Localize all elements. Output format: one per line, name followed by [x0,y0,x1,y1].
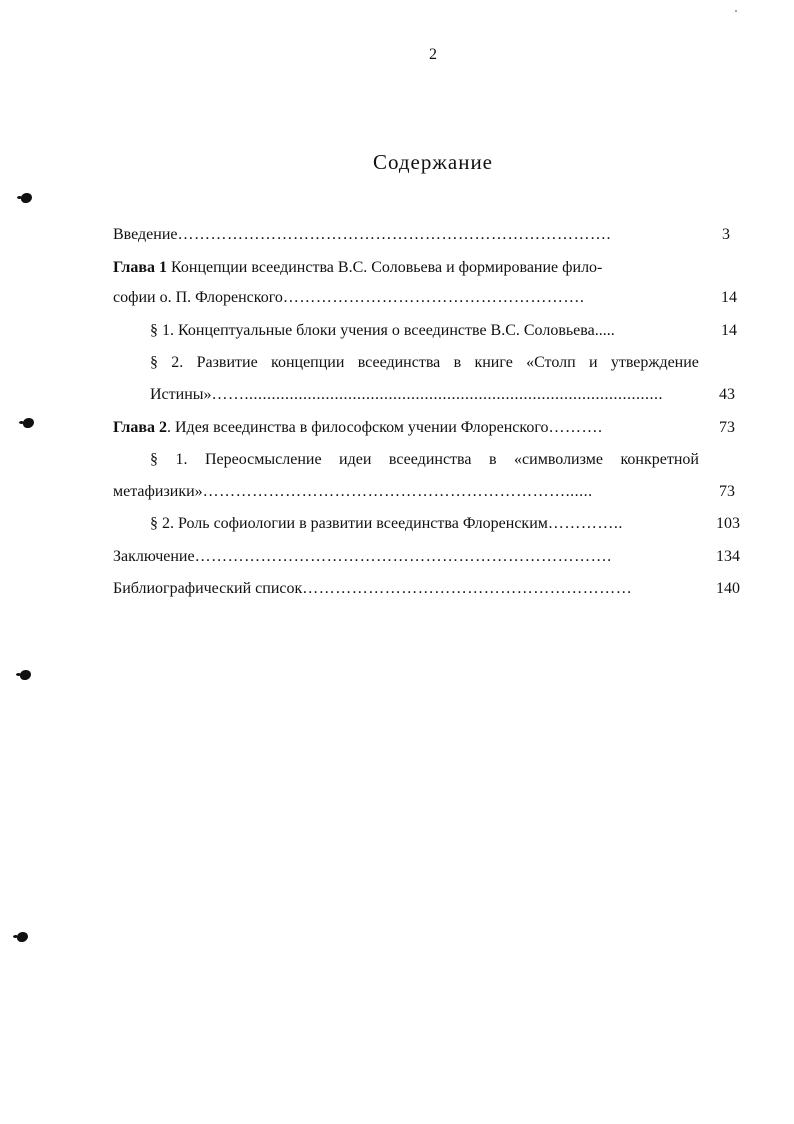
toc-leader: ……………………………………………………………………. [177,226,611,243]
toc-entry-chapter1-cont [113,287,740,309]
toc-entry-intro-text: Введение [113,226,178,243]
toc-leader: ………….. [547,515,623,532]
chapter1-page: 14 [721,289,737,306]
ch2-sec1-word: «символизме [514,451,603,468]
toc-entry-ch2-sec1-cont [113,481,740,503]
bibliography-page: 140 [716,580,740,597]
ch1-sec2-word: в [453,354,462,371]
ch1-sec2-word: и [588,354,598,371]
toc-entry-ch1-sec2 [150,352,699,374]
toc-leader: ………………………………………………. [282,289,585,306]
ch2-sec1-word: в [488,451,497,468]
toc-leader: …………………………………………………………………. [194,548,612,565]
ch2-sec1-word: идеи [339,451,372,468]
toc-entry-ch2-sec2 [150,513,740,535]
ch2-sec1-word: конкретной [620,451,699,468]
toc-entry-ch1-sec2-cont [150,384,735,406]
chapter1-title-line1: Концепции всеединства В.С. Соловьева и формирование фило- [171,259,603,276]
page-number: 2 [429,46,437,63]
ch1-sec2-word: Развитие [196,354,258,371]
ch1-sec2-word: «Столп [526,354,576,371]
toc-entry-ch2-sec1 [150,449,699,471]
ch1-sec2-word: всеединства [357,354,441,371]
toc-leader: ………. [548,419,603,436]
ch1-sec2-word: книге [474,354,513,371]
scan-speck [735,10,737,12]
ch1-sec2-word: 2. [171,354,184,371]
toc-leader: …………………………………………………………...... [202,483,593,500]
ch1-sec1-title: § 1. Концептуальные блоки учения о всеединстве В.С. Соловьева..... [150,322,615,339]
chapter2-title: . Идея всеединства в философском учении Флоренского [167,419,549,436]
ch2-sec2-title: § 2. Роль софиологии в развитии всеединства Флоренским [150,515,548,532]
chapter1-label: Глава 1 [113,259,167,276]
toc-entry-intro-page: 3 [722,226,730,243]
toc-entry-ch1-sec1 [150,320,740,342]
binding-mark [23,418,34,428]
ch1-sec2-title-line2: Истины» [150,386,212,403]
binding-mark [17,932,28,942]
ch1-sec2-word: § [150,354,158,371]
ch2-sec1-title-line2: метафизики» [113,483,203,500]
chapter2-page: 73 [719,419,735,436]
conclusion-page: 134 [716,548,740,565]
chapter1-title-line2: софии о. П. Флоренского [113,289,283,306]
ch1-sec2-word: утверждение [610,354,699,371]
ch1-sec2-page: 43 [719,386,735,403]
ch2-sec1-word: 1. [175,451,188,468]
toc-entry-intro [113,224,740,246]
toc-title: Содержание [372,150,494,174]
ch1-sec1-page: 14 [721,322,737,339]
ch1-sec2-word: концепции [270,354,345,371]
binding-mark [21,193,32,203]
ch2-sec1-word: Переосмысление [205,451,322,468]
conclusion-title: Заключение [113,548,195,565]
chapter2-label: Глава 2 [113,419,167,436]
binding-mark [20,670,31,680]
toc-leader: ……............................................................................................. [211,386,664,403]
ch2-sec1-word: всеединства [388,451,472,468]
bibliography-title: Библиографический список [113,580,303,597]
ch2-sec2-page: 103 [716,515,740,532]
toc-entry-chapter1 [113,257,740,279]
toc-leader: …………………………………………………… [302,580,633,597]
toc-entry-chapter2 [113,417,740,439]
toc-entry-conclusion [113,546,740,568]
ch2-sec1-page: 73 [719,483,735,500]
toc-entry-bibliography [113,578,740,600]
ch2-sec1-word: § [150,451,158,468]
